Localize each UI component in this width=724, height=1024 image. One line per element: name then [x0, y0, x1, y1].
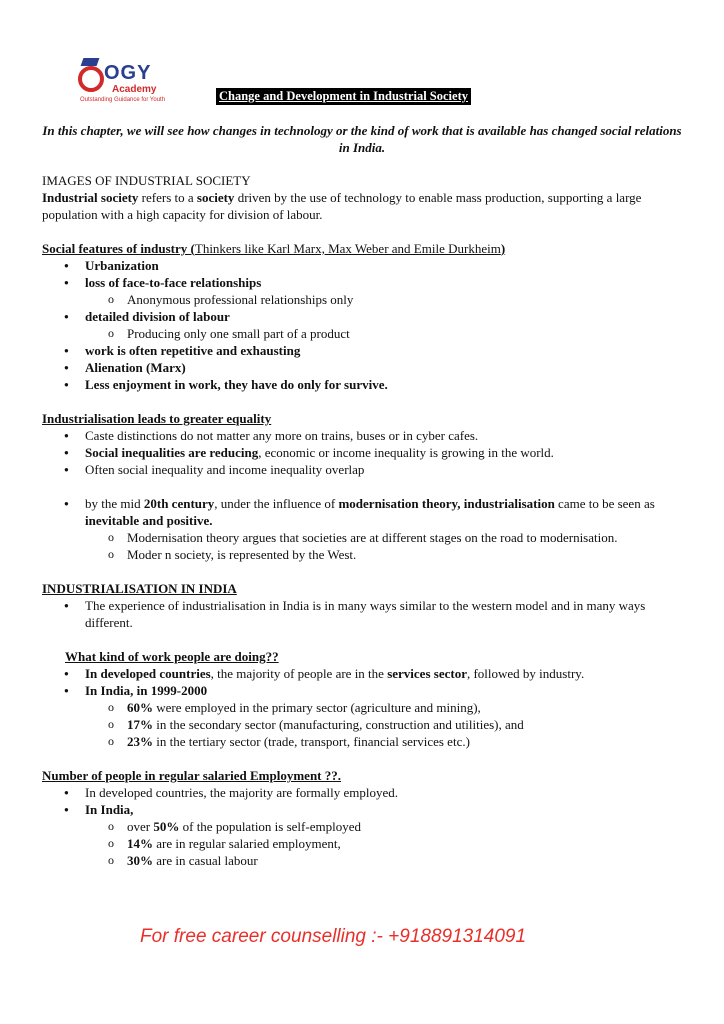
industrial-society-definition: Industrial society refers to a society driven by the use of technology to enable mass production, supporting a large population with a high capacity for division of labour.	[42, 190, 642, 222]
sub-list-item: o Moder n society, is represented by the West.	[42, 546, 682, 563]
india-list	[42, 597, 682, 631]
footer-contact: For free career counselling :- +918891314091	[140, 926, 527, 947]
social-features-heading: Social features of industry (Thinkers like Karl Marx, Max Weber and Emile Durkheim)	[42, 241, 506, 256]
main-content	[42, 172, 682, 869]
list-item: ● by the mid 20th century, under the influence of modernisation theory, industrialisation came to be seen as inevitable and positive. o Modernisation theory argues that societies are at different stages on the road to modernisation. o Moder n society, is represented by the West.	[42, 495, 682, 563]
list-item: ● Less enjoyment in work, they have do only for survive.	[42, 376, 682, 393]
chapter-intro: In this chapter, we will see how changes in technology or the kind of work that is available has changed social relations in India.	[42, 123, 682, 155]
list-item: ● Alienation (Marx)	[42, 359, 682, 376]
sub-list-item: o 17% in the secondary sector (manufacturing, construction and utilities), and	[42, 716, 682, 733]
list-item: ● Urbanization	[42, 257, 682, 274]
equality-heading: Industrialisation leads to greater equality	[42, 411, 272, 426]
sub-list-item: o Producing only one small part of a product	[42, 325, 682, 342]
work-list	[42, 665, 682, 750]
social-features-list	[42, 257, 682, 393]
list-item: ● In India, o over 50% of the population is self-employed o 14% are in regular salaried employment, o 30% are in casual labour	[42, 801, 682, 869]
work-heading: What kind of work people are doing??	[65, 649, 279, 664]
list-item: ● Caste distinctions do not matter any more on trains, buses or in cyber cafes.	[42, 427, 682, 444]
logo-tagline: Outstanding Guidance for Youth	[80, 97, 166, 103]
list-item: ● Often social inequality and income inequality overlap	[42, 461, 682, 478]
list-item: ● loss of face-to-face relationships o Anonymous professional relationships only	[42, 274, 682, 308]
logo-name: OGY	[104, 62, 152, 84]
page-title: Change and Development in Industrial Society	[216, 88, 471, 105]
modernisation-list	[42, 495, 682, 563]
ogy-academy-logo	[74, 56, 184, 112]
graduation-cap-icon	[81, 58, 100, 66]
list-item: ● In India, in 1999-2000 o 60% were employed in the primary sector (agriculture and mining), o 17% in the secondary sector (manufacturing, construction and utilities), and o 23% in the tertiary sector (trade, transport, financial services etc.)	[42, 682, 682, 750]
list-item: ● Social inequalities are reducing, economic or income inequality is growing in the world.	[42, 444, 682, 461]
sub-list-item: o 23% in the tertiary sector (trade, transport, financial services etc.)	[42, 733, 682, 750]
logo-ring-icon	[78, 66, 104, 92]
list-item: ● In developed countries, the majority of people are in the services sector, followed by industry.	[42, 665, 682, 682]
list-item: ● In developed countries, the majority are formally employed.	[42, 784, 682, 801]
sub-list-item: o 60% were employed in the primary sector (agriculture and mining),	[42, 699, 682, 716]
list-item: ● The experience of industrialisation in India is in many ways similar to the western model and in many ways different.	[42, 597, 682, 631]
salaried-heading: Number of people in regular salaried Employment ??.	[42, 768, 341, 783]
images-heading: IMAGES OF INDUSTRIAL SOCIETY	[42, 173, 251, 188]
india-heading: INDUSTRIALISATION IN INDIA	[42, 581, 237, 596]
salaried-list	[42, 784, 682, 869]
list-item: ● detailed division of labour o Producing only one small part of a product	[42, 308, 682, 342]
logo-subtitle: Academy	[112, 84, 157, 95]
equality-list	[42, 427, 682, 478]
sub-list-item: o 14% are in regular salaried employment,	[42, 835, 682, 852]
sub-list-item: o Anonymous professional relationships only	[42, 291, 682, 308]
sub-list-item: o over 50% of the population is self-employed	[42, 818, 682, 835]
sub-list-item: o 30% are in casual labour	[42, 852, 682, 869]
list-item: ● work is often repetitive and exhausting	[42, 342, 682, 359]
sub-list-item: o Modernisation theory argues that societies are at different stages on the road to modernisation.	[42, 529, 682, 546]
